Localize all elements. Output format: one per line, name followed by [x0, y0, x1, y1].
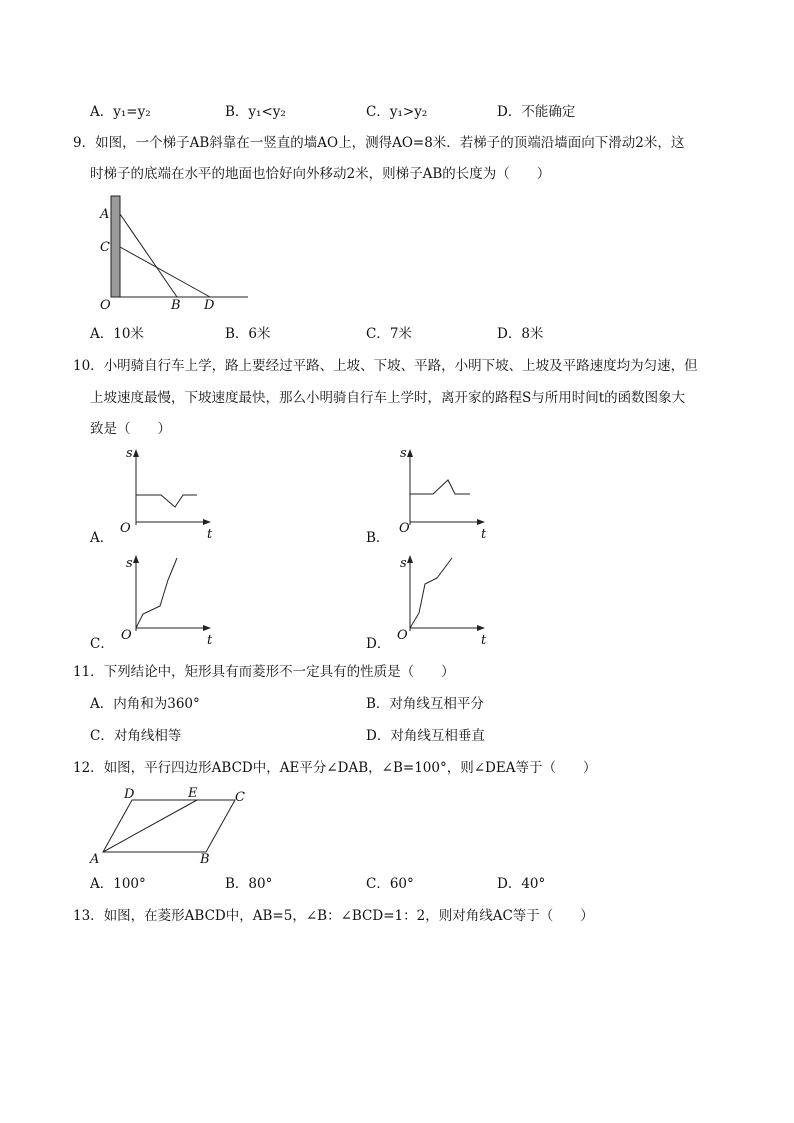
question-text: 如图，平行四边形ABCD中，AE平分∠DAB，∠B=100°，则∠DEA等于（ ） — [103, 760, 597, 776]
parallelogram-abcd — [103, 800, 235, 852]
q11-option-a — [90, 695, 200, 713]
q8-option-d — [497, 103, 575, 121]
option-letter: A． — [90, 876, 114, 892]
origin-label: O — [397, 628, 408, 643]
question-number: 12． — [73, 760, 104, 776]
option-letter: D． — [497, 326, 522, 342]
option-letter: A． — [90, 326, 114, 342]
q9-option-a — [90, 325, 144, 343]
q10-graph-a-letter: A． — [90, 530, 114, 546]
option-letter: D． — [366, 728, 391, 744]
q10-stem-line2: 上坡速度最慢，下坡速度最快，那么小明骑自行车上学时，离开家的路程S与所用时间t的函数图象大 — [90, 390, 686, 406]
q8-option-b — [225, 103, 286, 121]
option-text: 6米 — [248, 326, 271, 342]
label-a: A — [100, 207, 110, 222]
q12-option-d — [497, 875, 545, 893]
option-text: 10米 — [113, 326, 144, 342]
s-axis-label: s — [400, 556, 407, 571]
question-text: 如图，在菱形ABCD中，AB=5，∠B：∠BCD=1：2，则对角线AC等于（ ） — [103, 908, 594, 924]
q10-stem-line1 — [73, 357, 698, 375]
option-letter: B． — [225, 104, 249, 120]
option-text: 40° — [521, 876, 546, 892]
s-axis-arrow — [133, 449, 139, 457]
option-text: y₁<y₂ — [248, 104, 286, 120]
label-c: C — [100, 240, 110, 255]
t-axis-label: t — [207, 633, 213, 648]
option-text: y₁>y₂ — [389, 104, 428, 120]
option-text: 7米 — [389, 326, 412, 342]
t-axis-arrow — [477, 625, 485, 631]
option-letter: C． — [366, 104, 390, 120]
s-axis-label: s — [126, 446, 133, 461]
q9-ladder-figure — [96, 192, 256, 314]
q13-stem — [73, 907, 594, 925]
option-text: 8米 — [521, 326, 544, 342]
question-text: 下列结论中，矩形具有而菱形不一定具有的性质是（ ） — [103, 664, 455, 680]
q12-parallelogram-figure — [86, 784, 256, 866]
s-axis-label: s — [400, 446, 407, 461]
ladder-cd — [120, 247, 210, 297]
s-axis-arrow — [407, 555, 413, 563]
option-letter: B． — [225, 326, 249, 342]
q11-option-b — [366, 695, 484, 713]
option-letter: B． — [366, 696, 390, 712]
q10-graph-b-letter: B． — [366, 530, 390, 546]
option-text: 对角线相等 — [113, 728, 182, 744]
q9-option-b — [225, 325, 271, 343]
t-axis-label: t — [481, 527, 487, 542]
question-number: 13． — [73, 908, 104, 924]
question-text: 如图，一个梯子AB斜靠在一竖直的墙AO上，测得AO=8米．若梯子的顶端沿墙面向下滑动2米，这 — [95, 135, 685, 151]
option-text: 80° — [248, 876, 273, 892]
option-letter: C． — [366, 876, 390, 892]
q8-option-a — [90, 103, 151, 121]
q9-stem-line1 — [73, 134, 684, 152]
option-text: 对角线互相垂直 — [390, 728, 485, 744]
q10-graph-c — [115, 553, 225, 648]
q11-option-c — [90, 727, 181, 745]
option-text: 60° — [389, 876, 414, 892]
origin-label: O — [121, 628, 132, 643]
t-axis-arrow — [203, 625, 211, 631]
label-b: B — [171, 298, 181, 313]
q10-graph-c-letter: C． — [90, 636, 114, 652]
option-text: 100° — [113, 876, 146, 892]
q9-option-d — [497, 325, 543, 343]
q10-graph-a — [115, 447, 225, 542]
q10-stem-line3: 致是（ ） — [90, 421, 171, 437]
t-axis-label: t — [207, 527, 213, 542]
question-number: 11． — [73, 664, 104, 680]
s-axis-label: s — [126, 556, 133, 571]
label-o: O — [100, 298, 111, 313]
question-text: 小明骑自行车上学，路上要经过平路、上坡、下坡、平路，小明下坡、上坡及平路速度均为匀速，但 — [103, 358, 698, 374]
option-text: y₁=y₂ — [113, 104, 151, 120]
q10-graph-d-letter: D． — [366, 636, 391, 652]
graph-curve — [410, 558, 452, 628]
graph-curve — [136, 495, 197, 507]
origin-label: O — [399, 521, 410, 536]
question-number: 10． — [73, 358, 104, 374]
option-letter: D． — [497, 876, 522, 892]
label-d: D — [124, 787, 135, 802]
option-letter: A． — [90, 696, 114, 712]
label-d: D — [204, 298, 215, 313]
graph-curve — [136, 558, 177, 628]
option-text: 对角线互相平分 — [389, 696, 484, 712]
q12-option-c — [366, 875, 414, 893]
t-axis-label: t — [481, 633, 487, 648]
option-letter: A． — [90, 104, 114, 120]
label-b: B — [200, 852, 210, 867]
wall — [111, 196, 120, 297]
option-letter: B． — [225, 876, 249, 892]
option-text: 内角和为360° — [113, 696, 200, 712]
q12-option-a — [90, 875, 146, 893]
label-a: A — [90, 852, 100, 867]
q8-option-c — [366, 103, 427, 121]
option-text: 不能确定 — [521, 104, 576, 120]
option-letter: D． — [497, 104, 522, 120]
option-letter: C． — [90, 728, 114, 744]
question-number: 9． — [73, 135, 96, 151]
q9-stem-line2: 时梯子的底端在水平的地面也恰好向外移动2米，则梯子AB的长度为（ ） — [90, 166, 551, 182]
q10-graph-b — [389, 447, 499, 542]
q12-option-b — [225, 875, 272, 893]
label-e: E — [188, 786, 198, 801]
option-letter: C． — [366, 326, 390, 342]
s-axis-arrow — [133, 555, 139, 563]
q11-stem — [73, 663, 455, 681]
q12-stem — [73, 759, 596, 777]
label-c: C — [235, 790, 245, 805]
graph-curve — [410, 480, 470, 494]
q11-option-d — [366, 727, 485, 745]
origin-label: O — [120, 521, 131, 536]
q9-option-c — [366, 325, 412, 343]
t-axis-arrow — [477, 519, 485, 525]
s-axis-arrow — [407, 449, 413, 457]
ladder-ab — [120, 214, 177, 297]
q10-graph-d — [389, 553, 499, 648]
t-axis-arrow — [203, 519, 211, 525]
